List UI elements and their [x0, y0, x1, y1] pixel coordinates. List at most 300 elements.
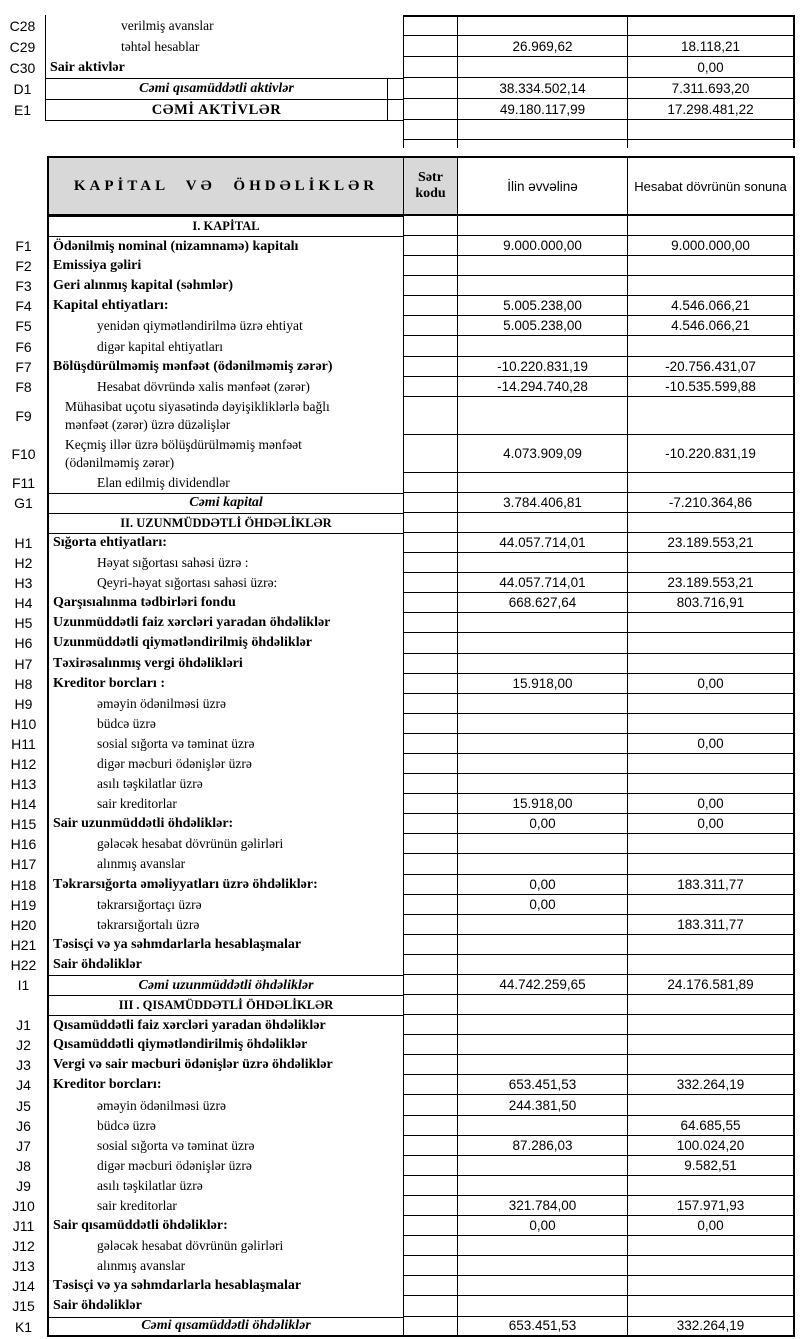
value-start-of-year: 87.286,03	[457, 1136, 627, 1156]
value-start-of-year	[457, 1156, 627, 1176]
line-code-cell	[403, 336, 457, 356]
table-row	[12, 1236, 795, 1256]
value-start-of-year	[457, 754, 627, 774]
row-code: J4	[16, 1077, 31, 1094]
value-end-of-period	[627, 1276, 795, 1296]
row-code: K1	[14, 1318, 33, 1335]
row-label: Ödənilmiş nominal (nizamnamə) kapitalı	[47, 236, 403, 256]
table-row	[10, 875, 795, 895]
table-row	[10, 955, 795, 975]
value-start-of-year	[457, 714, 627, 734]
row-label: Sair uzunmüddətli öhdəliklər:	[47, 814, 403, 834]
row-code: J15	[12, 1298, 35, 1315]
line-code-cell	[403, 854, 457, 874]
value-start-of-year: 44.057.714,01	[457, 573, 627, 593]
value-start-of-year: 244.381,50	[457, 1095, 627, 1115]
value-start-of-year: 668.627,64	[457, 593, 627, 613]
line-code-cell	[403, 734, 457, 754]
table-row	[14, 573, 795, 593]
start-of-year-column-header: İlin əvvəlinə	[457, 156, 627, 216]
row-code: H4	[14, 595, 33, 612]
row-code: H21	[10, 936, 37, 953]
row-label: sair kreditorlar	[47, 794, 403, 814]
value-start-of-year	[457, 1035, 627, 1055]
line-code-cell	[403, 316, 457, 336]
row-code: J11	[12, 1218, 35, 1235]
value-end-of-period	[627, 1095, 795, 1115]
line-code-cell	[403, 553, 457, 573]
value-end-of-period	[627, 513, 795, 533]
row-label: sair kreditorlar	[47, 1196, 403, 1216]
value-start-of-year	[457, 1116, 627, 1136]
row-code: F10	[11, 445, 36, 462]
row-code: F8	[15, 378, 32, 395]
row-code	[0, 513, 47, 533]
spacer-cell	[387, 99, 403, 120]
row-label: Kapital ehtiyatları:	[47, 296, 403, 316]
value-end-of-period	[627, 1055, 795, 1075]
table-header-row	[47, 156, 795, 216]
value-end-of-period: 4.546.066,21	[627, 296, 795, 316]
line-code-cell	[403, 493, 457, 513]
line-code-cell	[403, 1296, 457, 1316]
value-start-of-year: 5.005.238,00	[457, 296, 627, 316]
row-label: digər məcburi ödənişlər üzrə	[47, 754, 403, 774]
line-code-cell	[403, 1256, 457, 1276]
table-row	[14, 633, 795, 653]
row-code: J14	[12, 1278, 35, 1295]
table-row	[13, 99, 795, 120]
row-code: F7	[15, 358, 32, 375]
line-code-cell	[403, 296, 457, 316]
value-end-of-period: -20.756.431,07	[627, 357, 795, 377]
value-start-of-year	[457, 734, 627, 754]
value-end-of-period	[627, 1236, 795, 1256]
value-start-of-year: 38.334.502,14	[457, 78, 627, 99]
row-code: F4	[15, 298, 32, 315]
line-code-cell	[403, 216, 457, 236]
table-row	[16, 1075, 795, 1095]
assets-summary-table	[9, 15, 795, 148]
spacer-cell	[387, 57, 403, 78]
row-label: Elan edilmiş dividendlər	[47, 473, 403, 493]
table-row	[15, 236, 795, 256]
table-row	[9, 15, 795, 36]
value-end-of-period: 64.685,55	[627, 1116, 795, 1136]
row-code: F9	[15, 407, 32, 424]
table-body	[10, 216, 795, 1337]
row-label: təkrarsığortalı üzrə	[47, 915, 403, 935]
line-code-cell	[403, 694, 457, 714]
value-end-of-period	[627, 995, 795, 1015]
row-label: Qeyri-həyat sığortası sahəsi üzrə:	[47, 573, 403, 593]
row-code: H17	[10, 856, 37, 873]
line-code-cell	[403, 513, 457, 533]
value-start-of-year	[457, 513, 627, 533]
value-end-of-period	[627, 834, 795, 854]
line-code-cell	[403, 1176, 457, 1196]
row-code: H19	[10, 896, 37, 913]
table-row	[11, 473, 795, 493]
spacer-cell	[387, 36, 403, 57]
table-row	[16, 1095, 795, 1115]
row-label: büdcə üzrə	[47, 714, 403, 734]
row-label: Kreditor borcları:	[47, 1075, 403, 1095]
row-code: F6	[15, 338, 32, 355]
line-code-cell	[403, 1236, 457, 1256]
table-row	[9, 36, 795, 57]
row-label: Keçmiş illər üzrə bölüşdürülməmiş mənfəət (ödənilməmiş zərər)	[47, 435, 403, 473]
row-label: I. KAPİTAL	[47, 216, 403, 236]
value-start-of-year	[457, 774, 627, 794]
value-end-of-period	[627, 1015, 795, 1035]
value-start-of-year: -14.294.740,28	[457, 377, 627, 397]
value-end-of-period: -10.220.831,19	[627, 435, 795, 473]
value-start-of-year: 3.784.406,81	[457, 493, 627, 513]
line-code-cell	[403, 140, 457, 148]
row-code: H15	[10, 816, 37, 833]
line-code-cell	[403, 1095, 457, 1115]
table-row	[10, 895, 795, 915]
value-end-of-period: -10.535.599,88	[627, 377, 795, 397]
row-code: H9	[14, 695, 33, 712]
value-start-of-year	[457, 256, 627, 276]
value-end-of-period: 9.000.000,00	[627, 236, 795, 256]
value-end-of-period	[627, 1035, 795, 1055]
row-label: Uzunmüddətli qiymətləndirilmiş öhdəliklər	[47, 633, 403, 653]
table-row	[10, 814, 795, 834]
row-code: C29	[9, 38, 36, 55]
value-end-of-period: 0,00	[627, 734, 795, 754]
value-end-of-period: -7.210.364,86	[627, 493, 795, 513]
value-end-of-period	[627, 613, 795, 633]
table-row	[14, 1317, 795, 1337]
value-start-of-year	[457, 57, 627, 78]
value-start-of-year	[457, 15, 627, 36]
line-code-cell	[403, 256, 457, 276]
value-end-of-period	[627, 694, 795, 714]
line-code-cell	[403, 377, 457, 397]
row-label: Mühasibat uçotu siyasətində dəyişikliklərlə bağlı mənfəət (zərər) üzrə düzəlişlər	[47, 397, 403, 435]
row-code: H10	[10, 715, 37, 732]
row-code: H1	[14, 534, 33, 551]
value-end-of-period: 17.298.481,22	[627, 99, 795, 120]
line-code-cell	[403, 1216, 457, 1236]
row-code: J6	[16, 1117, 31, 1134]
value-end-of-period	[627, 895, 795, 915]
row-code: J9	[16, 1177, 31, 1194]
capital-liabilities-table	[10, 156, 795, 1337]
table-row	[10, 935, 795, 955]
row-label: təkrarsığortaçı üzrə	[47, 895, 403, 915]
value-start-of-year: 44.057.714,01	[457, 533, 627, 553]
row-label: sosial sığorta və təminat üzrə	[47, 1136, 403, 1156]
row-label: Sair öhdəliklər	[47, 955, 403, 975]
table-row	[11, 734, 795, 754]
line-code-cell	[403, 654, 457, 674]
value-start-of-year: 0,00	[457, 875, 627, 895]
row-label: alınmış avanslar	[47, 1256, 403, 1276]
value-start-of-year	[457, 473, 627, 493]
table-row	[10, 794, 795, 814]
row-code: H6	[14, 635, 33, 652]
row-code: H11	[11, 735, 36, 752]
table-row	[13, 78, 795, 99]
value-start-of-year: 15.918,00	[457, 674, 627, 694]
line-code-cell	[403, 754, 457, 774]
table-row	[45, 140, 795, 148]
line-code-cell	[403, 714, 457, 734]
value-end-of-period	[627, 553, 795, 573]
row-label: təhtəl hesablar	[45, 36, 387, 57]
line-code-cell	[403, 236, 457, 256]
value-start-of-year	[457, 120, 627, 140]
row-code: H14	[10, 796, 37, 813]
row-label: Sair aktivlər	[45, 57, 387, 78]
value-end-of-period	[627, 256, 795, 276]
row-label: Cəmi uzunmüddətli öhdəliklər	[47, 975, 403, 995]
row-label: yenidən qiymətləndirilmə üzrə ehtiyat	[47, 316, 403, 336]
table-row	[47, 513, 795, 533]
table-row	[14, 493, 795, 513]
row-code: F5	[15, 318, 32, 335]
table-row	[14, 674, 795, 694]
value-end-of-period: 23.189.553,21	[627, 533, 795, 553]
row-code: H5	[14, 615, 33, 632]
value-start-of-year	[457, 276, 627, 296]
table-row	[14, 533, 795, 553]
value-start-of-year: 5.005.238,00	[457, 316, 627, 336]
value-start-of-year	[457, 995, 627, 1015]
row-label: Sair qısamüddətli öhdəliklər:	[47, 1216, 403, 1236]
value-end-of-period: 0,00	[627, 674, 795, 694]
row-code	[0, 216, 47, 236]
line-code-cell	[403, 120, 457, 140]
line-code-cell	[403, 276, 457, 296]
row-code: J5	[16, 1097, 31, 1114]
table-row	[9, 57, 795, 78]
value-start-of-year	[457, 654, 627, 674]
line-code-cell	[403, 435, 457, 473]
table-row	[12, 1276, 795, 1296]
row-code: F2	[15, 258, 32, 275]
value-start-of-year	[457, 1276, 627, 1296]
line-code-cell	[403, 533, 457, 553]
row-label: II. UZUNMÜDDƏTLİ ÖHDƏLİKLƏR	[47, 513, 403, 533]
table-row	[14, 613, 795, 633]
row-code: H8	[14, 675, 33, 692]
table-row	[16, 1015, 795, 1035]
row-code: J12	[12, 1238, 35, 1255]
value-start-of-year: 9.000.000,00	[457, 236, 627, 256]
table-title: KAPİTAL VƏ ÖHDƏLİKLƏR	[47, 156, 403, 216]
row-code: J3	[16, 1057, 31, 1074]
row-label: Vergi və sair məcburi ödənişlər üzrə öhdəliklər	[47, 1055, 403, 1075]
value-end-of-period: 183.311,77	[627, 915, 795, 935]
value-start-of-year	[457, 1256, 627, 1276]
line-code-cell	[403, 814, 457, 834]
line-code-cell	[403, 674, 457, 694]
value-start-of-year: 0,00	[457, 1216, 627, 1236]
value-start-of-year	[457, 216, 627, 236]
row-label: Hesabat dövründə xalis mənfəət (zərər)	[47, 377, 403, 397]
row-code: H13	[10, 776, 37, 793]
value-start-of-year	[457, 955, 627, 975]
table-row	[15, 336, 795, 356]
value-end-of-period	[627, 216, 795, 236]
table-row	[16, 1116, 795, 1136]
row-label: Qarşısıalınma tədbirləri fondu	[47, 593, 403, 613]
row-label: digər kapital ehtiyatları	[47, 336, 403, 356]
value-start-of-year	[457, 915, 627, 935]
value-end-of-period: 183.311,77	[627, 875, 795, 895]
table-row	[14, 593, 795, 613]
row-label: CƏMİ AKTİVLƏR	[45, 99, 387, 120]
line-code-cell	[403, 1116, 457, 1136]
row-code: H3	[14, 575, 33, 592]
row-code: H20	[10, 916, 37, 933]
line-code-cell	[403, 357, 457, 377]
value-start-of-year	[457, 854, 627, 874]
value-end-of-period: 18.118,21	[627, 36, 795, 57]
row-label: əməyin ödənilməsi üzrə	[47, 694, 403, 714]
value-end-of-period	[627, 714, 795, 734]
row-label: Təsisçi və ya səhmdarlarla hesablaşmalar	[47, 935, 403, 955]
value-start-of-year	[457, 1296, 627, 1316]
line-code-cell	[403, 935, 457, 955]
value-end-of-period	[627, 633, 795, 653]
spacer-cell	[387, 140, 403, 148]
row-label: gələcək hesabat dövrünün gəlirləri	[47, 1236, 403, 1256]
row-label: əməyin ödənilməsi üzrə	[47, 1095, 403, 1115]
table-row	[16, 1176, 795, 1196]
row-label	[45, 140, 387, 148]
row-code: H7	[14, 655, 33, 672]
value-start-of-year: 49.180.117,99	[457, 99, 627, 120]
row-label: Bölüşdürülməmiş mənfəət (ödənilməmiş zərər)	[47, 357, 403, 377]
row-code	[0, 140, 45, 148]
row-label: Emissiya gəliri	[47, 256, 403, 276]
row-label: III . QISAMÜDDƏTLİ ÖHDƏLİKLƏR	[47, 995, 403, 1015]
table-row	[10, 915, 795, 935]
row-code: H12	[10, 756, 37, 773]
value-start-of-year: 4.073.909,09	[457, 435, 627, 473]
value-end-of-period: 0,00	[627, 1216, 795, 1236]
line-code-cell	[403, 995, 457, 1015]
table-row	[45, 120, 795, 140]
row-label: alınmış avanslar	[47, 854, 403, 874]
row-code: G1	[14, 494, 33, 511]
value-start-of-year	[457, 694, 627, 714]
row-label: Cəmi qısamüddətli aktivlər	[45, 78, 387, 99]
line-code-cell	[403, 633, 457, 653]
value-start-of-year	[457, 613, 627, 633]
row-code: F11	[11, 474, 36, 491]
line-code-cell	[403, 99, 457, 120]
table-row	[15, 256, 795, 276]
value-start-of-year	[457, 834, 627, 854]
row-label: Təxirəsalınmış vergi öhdəlikləri	[47, 654, 403, 674]
row-code: H2	[14, 555, 33, 572]
row-label	[45, 120, 387, 140]
table-row	[14, 694, 795, 714]
value-start-of-year: 653.451,53	[457, 1317, 627, 1337]
value-end-of-period	[627, 854, 795, 874]
line-code-cell	[403, 955, 457, 975]
value-end-of-period: 9.582,51	[627, 1156, 795, 1176]
row-code: C30	[9, 59, 36, 76]
row-label: Sair öhdəliklər	[47, 1296, 403, 1316]
row-code: J1	[16, 1017, 31, 1034]
line-code-cell	[403, 1075, 457, 1095]
row-code: J7	[16, 1137, 31, 1154]
value-end-of-period: 332.264,19	[627, 1075, 795, 1095]
table-row	[16, 1156, 795, 1176]
value-end-of-period	[627, 1296, 795, 1316]
line-code-cell	[403, 774, 457, 794]
line-code-cell	[403, 895, 457, 915]
table-row	[10, 714, 795, 734]
value-start-of-year: 0,00	[457, 814, 627, 834]
value-end-of-period	[627, 754, 795, 774]
row-code: J13	[12, 1258, 35, 1275]
table-row	[15, 397, 795, 435]
line-code-cell	[403, 1136, 457, 1156]
end-of-period-column-header: Hesabat dövrünün sonuna	[627, 156, 795, 216]
value-end-of-period: 0,00	[627, 57, 795, 78]
value-end-of-period	[627, 276, 795, 296]
value-start-of-year	[457, 1176, 627, 1196]
value-start-of-year	[457, 397, 627, 435]
line-code-cell	[403, 593, 457, 613]
row-code: H16	[10, 836, 37, 853]
table-row	[12, 1196, 795, 1216]
value-end-of-period: 0,00	[627, 794, 795, 814]
value-start-of-year: 44.742.259,65	[457, 975, 627, 995]
row-label: Qısamüddətli qiymətləndirilmiş öhdəliklər	[47, 1035, 403, 1055]
line-code-cell	[403, 57, 457, 78]
row-code: H22	[10, 956, 37, 973]
line-code-cell	[403, 15, 457, 36]
value-end-of-period	[627, 1256, 795, 1276]
spacer-cell	[387, 78, 403, 99]
row-label: sosial sığorta və təminat üzrə	[47, 734, 403, 754]
line-code-cell	[403, 1055, 457, 1075]
row-label: asılı təşkilatlar üzrə	[47, 1176, 403, 1196]
table-row	[14, 654, 795, 674]
value-start-of-year	[457, 336, 627, 356]
table-row	[10, 774, 795, 794]
table-row	[15, 316, 795, 336]
value-end-of-period	[627, 397, 795, 435]
row-label: büdcə üzrə	[47, 1116, 403, 1136]
line-code-cell	[403, 1156, 457, 1176]
value-end-of-period: 100.024,20	[627, 1136, 795, 1156]
row-label: Qısamüddətli faiz xərcləri yaradan öhdəliklər	[47, 1015, 403, 1035]
line-code-cell	[403, 915, 457, 935]
value-start-of-year	[457, 1055, 627, 1075]
row-code: F3	[15, 278, 32, 295]
row-label: Cəmi qısamüddətli öhdəliklər	[47, 1317, 403, 1337]
line-code-cell	[403, 473, 457, 493]
row-code: D1	[13, 80, 32, 97]
value-end-of-period	[627, 140, 795, 148]
line-code-cell	[403, 975, 457, 995]
value-start-of-year	[457, 1236, 627, 1256]
row-label: Sığorta ehtiyatları:	[47, 533, 403, 553]
row-code: H18	[10, 876, 37, 893]
value-end-of-period	[627, 935, 795, 955]
